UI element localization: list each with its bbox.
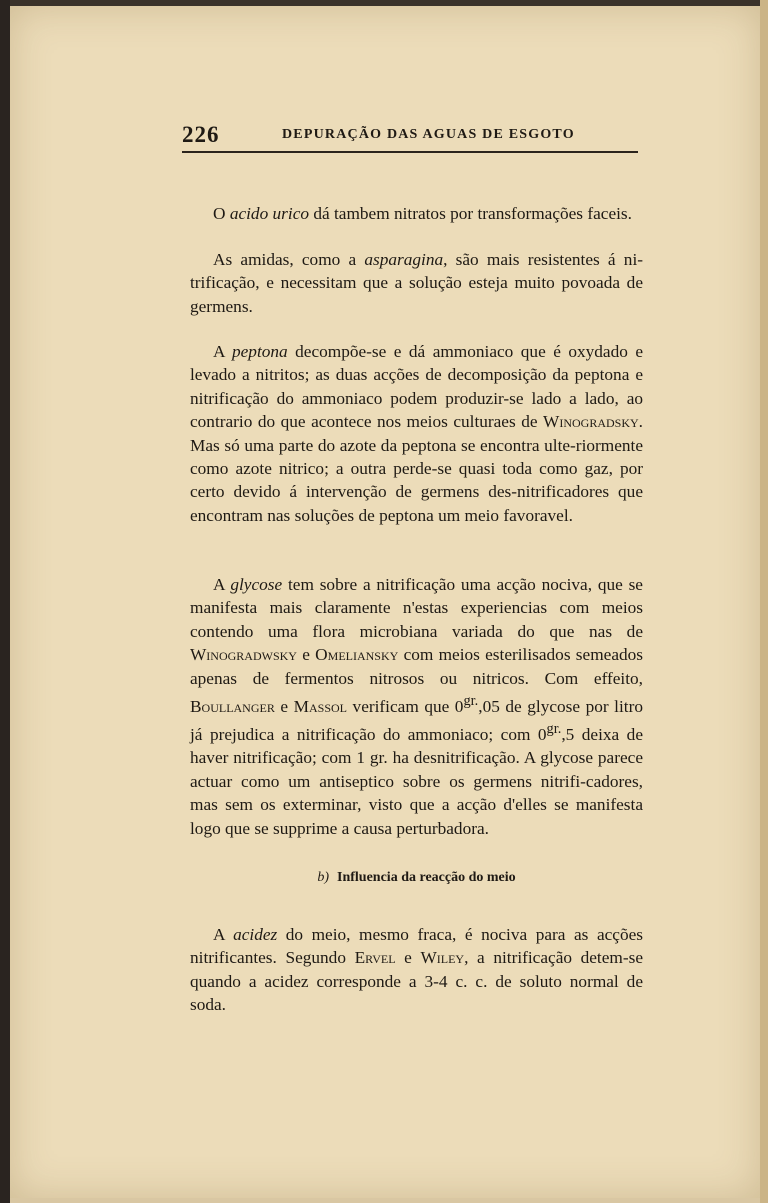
text-run: e — [274, 696, 294, 716]
author-name: Ervel — [354, 948, 396, 968]
paragraph-peptone — [190, 340, 643, 527]
scan-right-edge — [760, 0, 768, 1203]
text-run: do meio, mesmo fraca, é nociva para as acções nitrificantes. Segundo — [190, 925, 643, 968]
author-name: Winogradwsky — [190, 645, 297, 665]
scan-left-edge — [0, 0, 10, 1203]
paragraph-uric-acid — [190, 202, 643, 225]
paragraph-glucose — [190, 573, 643, 840]
author-name: Massol — [293, 696, 348, 716]
unit-superscript: gr. — [463, 693, 479, 710]
text-run: A — [213, 575, 231, 594]
text-run: dá tambem nitratos por transformações faceis. — [309, 204, 632, 223]
text-run: , a nitrificação detem-se quando a acidez corresponde a 3-4 c. c. de soluto normal de soda. — [190, 948, 644, 1015]
author-name: Wiley — [420, 948, 465, 968]
term-glycose: glycose — [230, 575, 283, 594]
header-rule — [182, 151, 638, 153]
term-peptona: peptona — [232, 342, 288, 361]
author-name: Boullanger — [190, 696, 275, 716]
running-title: DEPURAÇÃO DAS AGUAS DE ESGOTO — [282, 127, 575, 142]
subheading-letter: b) — [317, 870, 330, 885]
paragraph-amides — [190, 248, 643, 318]
text-run: . Mas só uma parte do azote da peptona se encontra ulte-riormente como azote nitrico; a outra perde-se quasi toda como gaz, por certo devido á intervenção de germens des-nitrificadores que encontram nas soluções de peptona um meio favoravel. — [190, 412, 643, 525]
term-acidez: acidez — [233, 925, 278, 944]
text-run: ,05 de glycose por litro já prejudica a nitrificação do ammoniaco; com 0 — [190, 696, 643, 744]
term-acido-urico: acido urico — [229, 204, 310, 223]
section-subheading — [190, 870, 643, 886]
page-number: 226 — [182, 122, 220, 147]
term-asparagina: asparagina — [364, 250, 444, 269]
unit-superscript: gr. — [546, 721, 562, 738]
paragraph-acidity — [190, 923, 643, 1017]
text-run: verificam que 0 — [347, 696, 464, 716]
text-run: A — [213, 342, 232, 361]
text-run: tem sobre a nitrificação uma acção nociva, que se manifesta mais claramente n'estas experiencias com meios contendo uma flora microbiana variada do que nas de — [190, 575, 643, 641]
subheading-text: Influencia da reacção do meio — [337, 870, 516, 885]
text-run: decompõe-se e dá ammoniaco que é oxydado e levado a nitritos; as duas acções de decomposição da peptona e nitrificação do ammoniaco podem produzir-se lado a lado, ao contrario do que acontece nos meios culturaes de — [190, 342, 643, 432]
text-run: e — [296, 645, 316, 665]
text-run: As amidas, como a — [213, 250, 365, 269]
text-run: e — [395, 948, 421, 968]
text-run: A — [213, 925, 234, 944]
author-name: Winogradsky — [543, 412, 639, 432]
page-header — [182, 122, 638, 152]
text-run: , são mais resistentes á ni-trificação, e necessitam que a solução esteja muito povoada de germens. — [190, 250, 644, 316]
author-name: Omeliansky — [315, 645, 399, 665]
text-run: com meios esterilisados semeados apenas de fermentos nitrosos ou nitricos. Com effeito, — [190, 645, 643, 688]
text-run: O — [213, 204, 230, 223]
text-run: ,5 deixa de haver nitrificação; com 1 gr. ha desnitrificação. A glycose parece actuar como um antiseptico sobre os germens nitrifi-cadores, mas sem os exterminar, visto que a acção d'elles se manifesta logo que se supprime a causa perturbadora. — [190, 724, 643, 838]
